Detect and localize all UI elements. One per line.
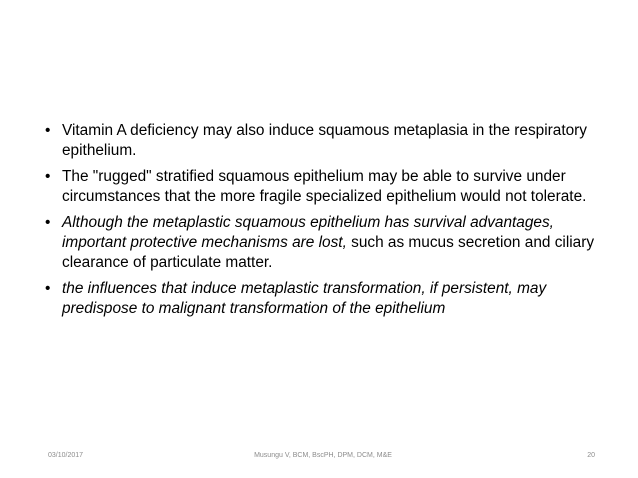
bullet-point-icon: •	[45, 168, 51, 186]
bullet-item	[44, 167, 604, 206]
footer-author: Musungu V, BCM, BscPH, DPM, DCM, M&E	[254, 452, 392, 459]
bullet-item	[44, 213, 604, 272]
bullet-text: Vitamin A deficiency may also induce squamous metaplasia in the respiratory epithelium.	[62, 122, 587, 159]
bullet-point-icon: •	[45, 214, 51, 232]
bullet-text: The "rugged" stratified squamous epithelium may be able to survive under circumstances that the more fragile specialized epithelium would not tolerate.	[62, 168, 587, 205]
bullet-item	[44, 121, 604, 160]
bullet-text-italic: the influences that induce metaplastic transformation, if persistent, may predispose to malignant transformation of the epithelium	[62, 280, 547, 317]
bullet-point-icon: •	[45, 280, 51, 298]
bullet-item	[44, 279, 604, 318]
bullet-text-italic: Although the metaplastic squamous epithelium has survival advantages, important protective mechanisms are lost,	[62, 214, 554, 251]
bullet-point-icon: •	[45, 122, 51, 139]
bullet-list	[44, 121, 604, 325]
bullet-text: such as mucus secretion and ciliary clearance of particulate matter.	[62, 233, 595, 271]
footer-date: 03/10/2017	[48, 452, 84, 459]
slide-number: 20	[587, 452, 595, 459]
